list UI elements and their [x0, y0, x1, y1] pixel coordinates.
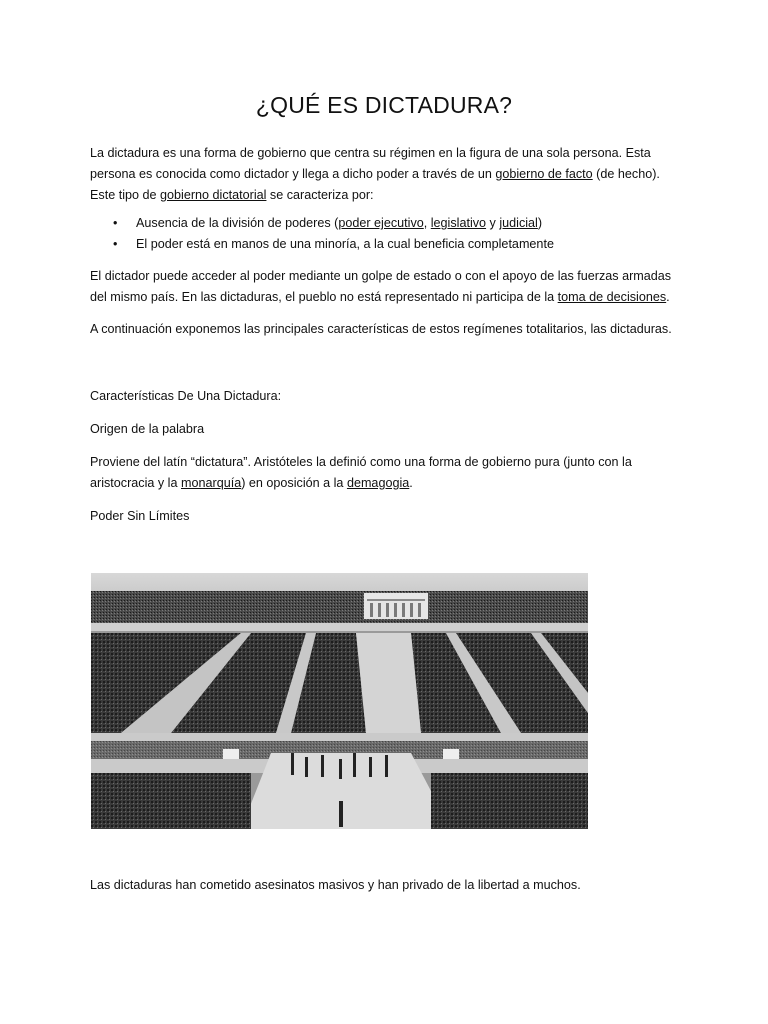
bullet-icon: • — [113, 237, 118, 251]
bullet-1-text: Ausencia de la división de poderes ( — [136, 216, 339, 230]
heading-origen: Origen de la palabra — [90, 422, 205, 436]
rally-photo — [91, 573, 588, 829]
heading-poder: Poder Sin Límites — [90, 509, 190, 523]
intro-paragraph — [90, 143, 690, 206]
rally-photo-image — [91, 573, 588, 829]
link-gobierno-de-facto[interactable]: gobierno de facto — [495, 167, 593, 181]
dictator-line-2-end: . — [666, 290, 670, 304]
dictator-line-2: del mismo país. En las dictaduras, el pueblo no está representado ni participa de la — [90, 290, 558, 304]
intro-line-2: persona es conocida como dictador y llega a dicho poder a través de un — [90, 167, 496, 181]
closing-paragraph: Las dictaduras han cometido asesinatos masivos y han privado de la libertad a muchos. — [90, 878, 581, 892]
characteristics-list — [90, 213, 690, 255]
link-monarquia[interactable]: monarquía — [181, 476, 242, 490]
page-title: ¿QUÉ ES DICTADURA? — [255, 92, 513, 118]
intro-line-3: Este tipo de — [90, 188, 161, 202]
origin-line-2: aristocracia y la — [90, 476, 181, 490]
dictator-line-1: El dictador puede acceder al poder mediante un golpe de estado o con el apoyo de las fuerzas armadas — [90, 269, 672, 283]
origin-line-2-mid: ) en oposición a la — [241, 476, 347, 490]
bullet-1-comma: , — [423, 216, 431, 230]
bullet-1-and: y — [486, 216, 500, 230]
bullet-icon: • — [113, 216, 118, 230]
link-poder-ejecutivo[interactable]: poder ejecutivo — [338, 216, 424, 230]
link-gobierno-dictatorial[interactable]: gobierno dictatorial — [160, 188, 267, 202]
intro-line-1: La dictadura es una forma de gobierno que centra su régimen en la figura de una sola persona. Esta — [90, 146, 651, 160]
list-item — [90, 234, 690, 255]
link-legislativo[interactable]: legislativo — [430, 216, 487, 230]
continuation-paragraph: A continuación exponemos las principales características de estos regímenes totalitarios, las dictaduras. — [90, 322, 672, 336]
intro-line-3-end: se caracteriza por: — [266, 188, 374, 202]
origin-line-1: Proviene del latín “dictatura”. Aristóteles la definió como una forma de gobierno pura (junto con la — [90, 455, 632, 469]
origin-paragraph — [90, 452, 690, 494]
bullet-1-close: ) — [537, 216, 543, 230]
list-item — [90, 213, 690, 234]
bullet-2-text: El poder está en manos de una minoría, a la cual beneficia completamente — [136, 237, 554, 251]
intro-line-2-end: (de hecho). — [592, 167, 660, 181]
link-toma-de-decisiones[interactable]: toma de decisiones — [557, 290, 667, 304]
heading-caracteristicas: Características De Una Dictadura: — [90, 389, 282, 403]
link-demagogia[interactable]: demagogia — [346, 476, 410, 490]
origin-line-2-end: . — [409, 476, 413, 490]
link-judicial[interactable]: judicial — [499, 216, 538, 230]
dictator-paragraph — [90, 266, 690, 308]
